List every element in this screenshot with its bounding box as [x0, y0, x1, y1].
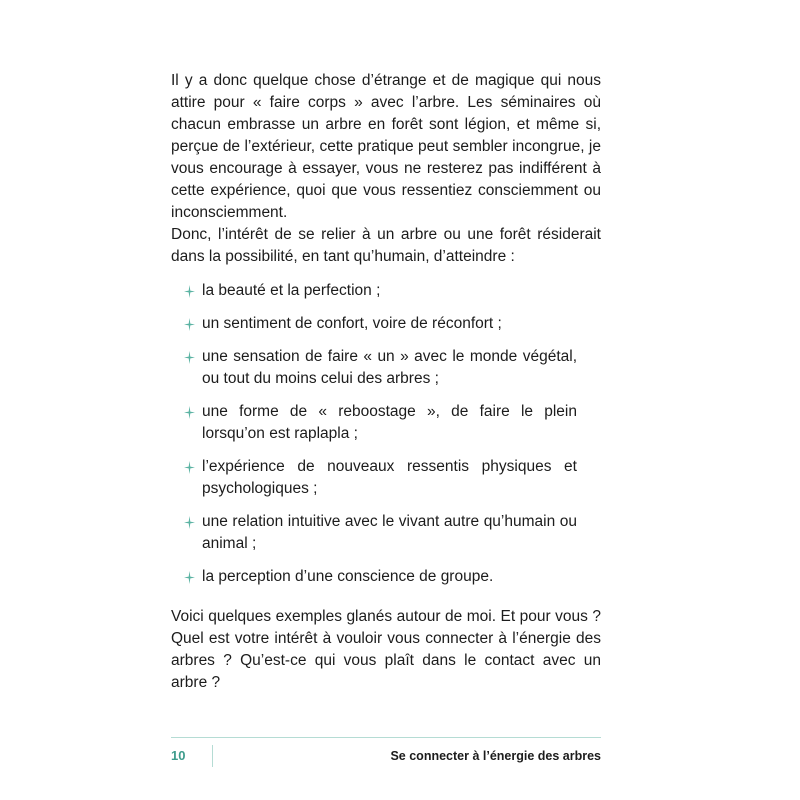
paragraph-closing: Voici quelques exemples glanés autour de moi. Et pour vous ? Quel est votre intérêt à vouloir vous connecter à l’énergie des arbres ? Qu’est-ce qui vous plaît dans le contact avec un arbre ? — [171, 608, 601, 691]
list-item — [171, 280, 601, 302]
list-item-text: la beauté et la perfection ; — [202, 282, 381, 299]
list-item — [171, 566, 601, 588]
list-item — [171, 401, 601, 445]
bullet-list — [171, 280, 601, 588]
sparkle-icon — [184, 571, 195, 584]
sparkle-icon — [184, 318, 195, 331]
paragraph-intro: Il y a donc quelque chose d’étrange et de magique qui nous attire pour « faire corps » avec l’arbre. Les séminaires où chacun embrasse un arbre en forêt sont légion, et même si, perçue de l’extérieur, cette pratique peut sembler incongrue, je vous encourage à essayer, vous ne resterez pas indifférent à cette expérience, quoi que vous ressentiez consciemment ou inconsciemment. — [171, 72, 601, 221]
list-item — [171, 313, 601, 335]
sparkle-icon — [184, 516, 195, 529]
running-title: Se connecter à l’énergie des arbres — [390, 749, 601, 763]
sparkle-icon — [184, 461, 195, 474]
list-item-text: l’expérience de nouveaux ressentis physiques et psychologiques ; — [202, 458, 577, 497]
list-item-text: la perception d’une conscience de groupe. — [202, 568, 494, 585]
list-item — [171, 346, 601, 390]
list-item — [171, 511, 601, 555]
sparkle-icon — [184, 351, 195, 364]
paragraph-lead-in: Donc, l’intérêt de se relier à un arbre ou une forêt résiderait dans la possibilité, en tant qu’humain, d’atteindre : — [171, 226, 601, 265]
body-text — [171, 70, 601, 694]
list-item-text: une forme de « reboostage », de faire le plein lorsqu’on est raplapla ; — [202, 403, 577, 442]
list-item-text: un sentiment de confort, voire de réconfort ; — [202, 315, 502, 332]
sparkle-icon — [184, 285, 195, 298]
list-item-text: une relation intuitive avec le vivant autre qu’humain ou animal ; — [202, 513, 577, 552]
page-number: 10 — [171, 748, 186, 763]
footer-rule — [171, 737, 601, 738]
list-item — [171, 456, 601, 500]
list-item-text: une sensation de faire « un » avec le monde végétal, ou tout du moins celui des arbres ; — [202, 348, 577, 387]
footer-divider — [212, 745, 213, 767]
sparkle-icon — [184, 406, 195, 419]
